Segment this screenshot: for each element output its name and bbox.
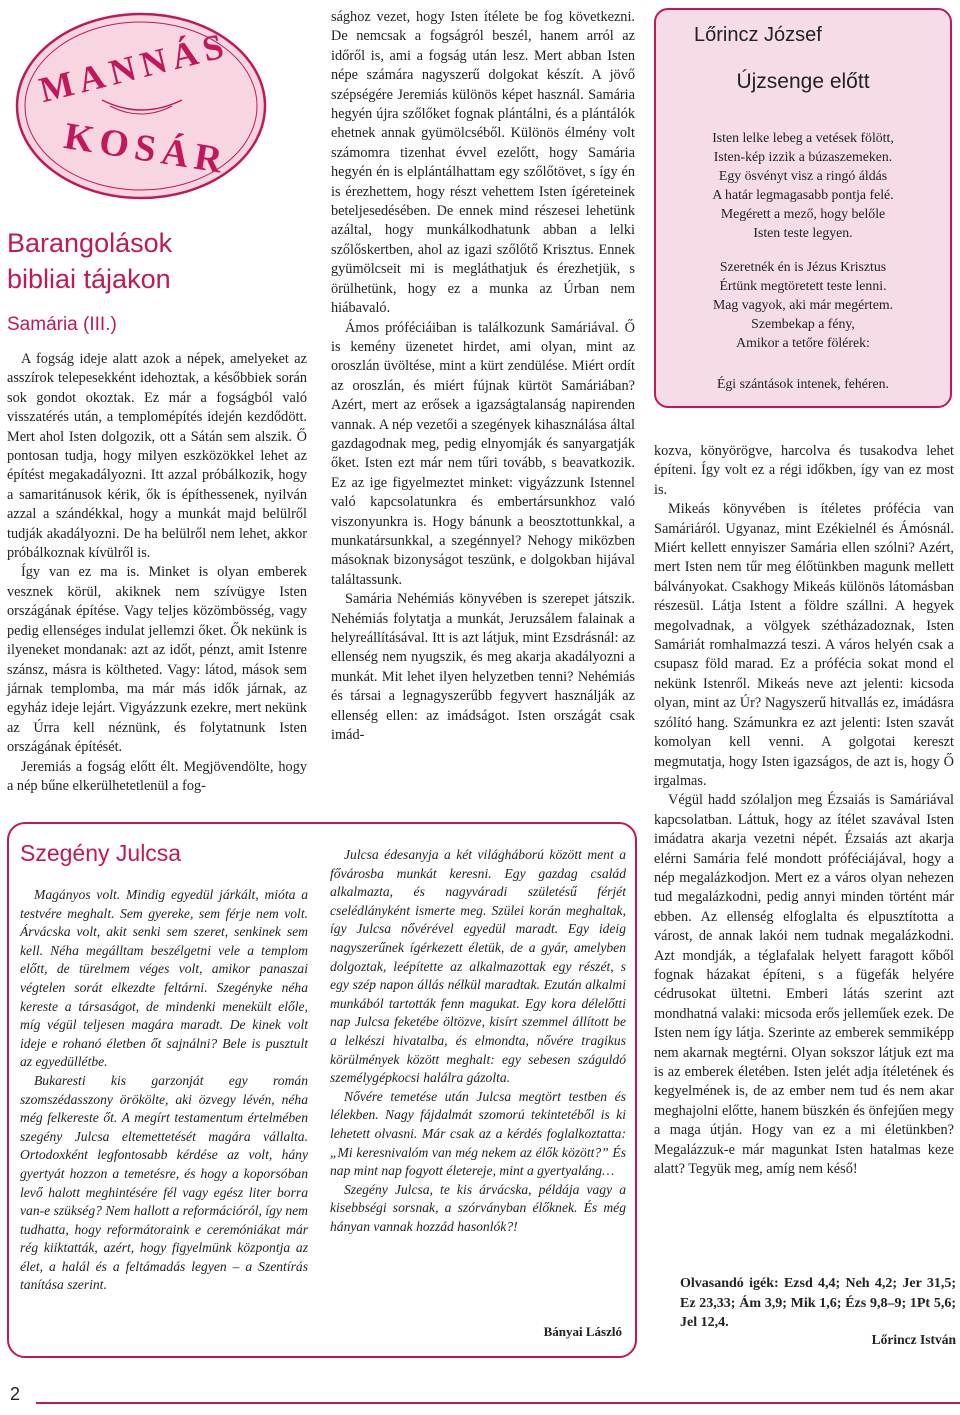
right-article	[654, 442, 954, 1179]
poem-line: Amikor a tetőre fölérek:	[736, 335, 870, 350]
section-title-line2: bibliai tájakon	[7, 264, 171, 294]
svg-text:MANNÁS: MANNÁS	[35, 24, 234, 111]
story-author: Bányai László	[543, 1324, 622, 1339]
poem-line: Isten teste legyen.	[753, 225, 853, 240]
story-right-paragraph-1: Julcsa édesanyja a két világháború között ment a fővárosba munkát keresni. Egy gazdag család alkalmazta, és nagyváradi születésű férjét cselédlányként ismerte meg. Szülei korán meghaltak, így Julcsa nővérével egyedül maradt. Egy ideig nagyszerűnek ígérkezett életük, de a gyár, amelyben dolgoztak, leépítette az alkalmazottak egy részét, s egy szép napon állás nélkül maradtak. Ezután alkalmi munkából tartották fenn magukat. Egy kora délelőtti nap Julcsa feketébe öltözve, kisírt szemmel állított be a lelkészi hivatalba, és elmondta, nővére tragikus körülmények között meghalt: egy sebesen száguldó személygépkocsi halálra gázolta.	[330, 847, 626, 1086]
right-paragraph-1: kozva, könyörögve, harcolva és tusakodva lehet építeni. Így volt ez a régi időkben, így van ez most is.	[654, 443, 954, 498]
page-footer-rule	[36, 1402, 960, 1404]
right-paragraph-2: Mikeás könyvében is ítéletes prófécia van Samáriáról. Ugyanaz, mint Ezékielnél és Ámósnál. Miért kellett ennyiszer Samária ellen szólni? Azért, mert Isten nem tűr meg élőtünkben magunk mellett bálványokat. Csakhogy Mikeás különös látomásban részesül. Látja Istent a földre szállni. A hegyek megolvadnak, a völgyek szétházadoznak, Isten Samáriát romhalmazzá teszi. A város helyén csak a csupasz föld marad. Ez a prófécia sokat mond el nekünk Istenről. Mikeás neve azt jelenti: kicsoda olyan, mint az Úr? Nagyszerű hitvallás ez, imádásra szólító hang. Számunkra ez azt jelenti: Isten szavát komolyan kell venni. A golgotai kereszt megmutatja, hogy Isten igazságos, de azt is, hogy Ő irgalmas.	[654, 501, 954, 789]
poem-title: Újzsenge előtt	[736, 70, 870, 93]
right-paragraph-3: Végül hadd szólaljon meg Ézsaiás is Samáriával kapcsolatban. Láttuk, hogy az ítélet szavával Isten imádatra akarja vezetni népét. Ézsaiás azt akarja elérni Samária felé mondott próféciájával, hogy a nép megalázkodjon. Mert ez a város olyan nehezen tud megalázkodni, pedig annyi minden történt már ebben. Az ellenség elfoglalta és elpusztította a várost, de annak lakói nem tudnak megalázkodni. Azt mondják, a téglafalak helyett faragott kőből fognak házakat építeni, s a fügefák helyére cédrusokat ültetni. Emberi látás szerint azt mondhatná valaki: micsoda erős jelleműek ezek. De Isten nem így látja. Szerinte az emberek semmiképp nem akarnak megtérni. Olyan sokszor látjuk ezt ma is az emberek életében. Isten jelét adja ítéletének és kegyelmének is, de az ember nem tud és nem akar meghajolni előtte, hanem büszkén és önfejűen megy a maga útján. Hogy van ez a mi életünkben? Megalázzuk-e már magunkat Isten hatalmas keze alatt? Tegyük meg, amíg nem késő!	[654, 792, 954, 1178]
story-left-paragraph-2: Bukaresti kis garzonját egy román szomszédasszony örökölte, aki özvegy lévén, néha még felkereste őt. A megírt testamentum értelmében szegény Julcsa eltemettetését magára vállalta. Ortodoxként legfontosabb kérdése az volt, hány gyertyát hozzon a temetésre, és hogy a koporsóban levő halott meghintésére fél vagy egész liter borra van-e szükség? Nem hallott a reformációról, így nem tudhatta, hogy reformátoraink e ceremóniákat már rég kiiktatták, azért, hogy figyelmünk központja az élet, a halál és a feltámadás legyen – a Szentírás tanítása szerint.	[20, 1072, 308, 1293]
left-paragraph-3: Jeremiás a fogság előtt élt. Megjövendölte, hogy a nép bűne elkerülhetetlenül a fog-	[7, 758, 307, 794]
section-title-line1: Barangolások	[7, 228, 173, 258]
poem-stanza-3	[656, 374, 950, 393]
left-paragraph-2: Így van ez ma is. Minket is olyan emberek vesznek körül, akiknek nem szívügye Isten országának építése. Vagy teljes közömbösség, vagy pedig ellenséges indulat jellemzi őket. Ők nekünk is ilyeneket mondanak: azt az időt, pénzt, amit Istenre szánsz, másra is költheted. Vagy: látod, mások sem járnak templomba, ma már más idők járnak, az egyház ideje lejárt. Vigyázzunk ezekre, mert nekünk az Úrra kell néznünk, és folytatnunk Isten országának építését.	[7, 564, 307, 756]
story-right-paragraph-2: Nővére temetése után Julcsa megtört testben és lélekben. Nagy fájdalmát szomorú tekintetéből is ki lehetett olvasni. Már csak az a kérdés foglalkoztatta: „Mi keresnivalóm van még nekem az élők között?” És nap mint nap fogyott életereje, mint a gyertyaláng…	[330, 1088, 626, 1179]
svg-text:KOSÁR: KOSÁR	[61, 115, 231, 183]
story-left	[20, 886, 308, 1295]
logo-emblem	[10, 8, 272, 204]
story-right-paragraph-3: Szegény Julcsa, te kis árvácska, példája vagy a kisebbségi sorsnak, a szórványban élőknek. És még hányan vannak hozzád hasonlók?!	[330, 1181, 626, 1234]
story-left-paragraph-1: Magányos volt. Mindig egyedül járkált, mióta a testvére meghalt. Sem gyereke, sem férje nem volt. Árvácska volt, akit senki sem szeret, senkinek sem kell. Néha megálltam beszélgetni vele a templom előtt, de türelmem véges volt, amikor panaszai végtelen sorát elkezdte feltárni. Szegényke néha kereste a társaságot, de mindenki menekült előle, míg végül teljesen magára maradt. De kinek volt ideje e rohanó életben őt sajnálni? Bele is pusztult az egyedüllétbe.	[20, 887, 308, 1070]
poem-line: Megérett a mező, hogy belőle	[720, 206, 886, 221]
story-right	[330, 846, 626, 1236]
readings: Olvasandó igék: Ezsd 4,4; Neh 4,2; Jer 31,5; Ez 23,33; Ám 3,9; Mik 1,6; Ézs 9,8–9; 1Pt 5,6; Jel 12,4.	[680, 1276, 956, 1330]
middle-paragraph-3: Samária Nehémiás könyvében is szerepet játszik. Nehémiás folytatja a munkát, Jeruzsálem falainak a helyreállításával. Itt is azt látjuk, mint Ezsdrásnál: az ellenség nem nyugszik, és meg akarja akadályozni a munkát. Mit lehet ilyen helyzetben tenni? Nehémiás és társai a legnagyszerűbb fegyvert használják az ellenség ellen: az imádságot. Isten országát csak imád-	[331, 591, 635, 744]
middle-paragraph-2: Ámos próféciáiban is találkozunk Samáriával. Ő is kemény üzenetet hirdet, ami olyan, mint az oroszlán üvöltése, mint a kürt zendülése. Miért ordít az oroszlán, és miért fújnak kürtöt Samáriában? Azért, mert az erősek a igazságtalanság napirenden vannak. A nép vezetői a szegények kihasználása által gazdagodnak meg, pedig elnyomják és sanyargatják őket. Isten ezt már nem tűri tovább, s beavatkozik. Ez az ige figyelmeztet minket: vigyázzunk Istennel való kapcsolatunkra és embertársunkhoz való viszonyunkra is. Hogy bánunk a beosztottunkkal, a munkatársunkkal, a szegénnyel? Nehogy miközben másoknak bizonyságot teszünk, e dolgokban hijával találtassunk.	[331, 319, 635, 588]
poem-author: Lőrincz József	[694, 24, 822, 46]
poem-line: Mag vagyok, aki már megértem.	[712, 297, 894, 312]
poem-box	[654, 8, 952, 408]
poem-line: Egy ösvényt visz a ringó áldás	[718, 168, 888, 183]
poem-line: Értünk megtöretett teste lenni.	[719, 278, 887, 293]
section-title	[7, 225, 307, 297]
poem-line: Isten-kép izzik a búzaszemeken.	[713, 149, 893, 164]
poem-line: Szembekap a fény,	[751, 316, 855, 331]
middle-article	[331, 8, 635, 745]
poem-line: Isten lelke lebeg a vetések fölött,	[712, 130, 894, 145]
right-signature: Lőrincz István	[871, 1332, 956, 1347]
poem-stanza-2	[656, 257, 950, 352]
poem-line: Szeretnék én is Jézus Krisztus	[719, 259, 887, 274]
poem-line: Égi szántások intenek, fehéren.	[716, 376, 889, 391]
poem-stanza-1	[656, 128, 950, 242]
left-article	[7, 350, 307, 796]
poem-line: A határ legmagasabb pontja felé.	[712, 187, 894, 202]
left-paragraph-1: A fogság ideje alatt azok a népek, amelyeket az asszírok telepesekként idehoztak, a későbbiek során sok gondot okoztak. Ez már a fogságból való visszatérés után, a templomépítés idején kezdődött. Mert ahol Isten dolgozik, ott a Sátán sem alszik. Ő pontosan tudja, hogy milyen eszközökkel lehet az építést megakadályozni. Itt azzal próbálkozik, hogy a samaritánusok kérik, ők is építhessenek, nyilván azzal a szándékkal, hogy a munkát majd belülről tudják akadályozni. De ha belülről nem lehet, akkor próbálkoznak kívülről is.	[7, 351, 307, 562]
story-title: Szegény Julcsa	[20, 840, 182, 866]
logo	[10, 8, 272, 204]
section-subtitle: Samária (III.)	[7, 314, 117, 335]
page-number: 2	[10, 1384, 21, 1404]
middle-paragraph-1: sághoz vezet, hogy Isten ítélete be fog következni. De nemcsak a fogságról beszél, hanem arról az időről is, ami a fogság után lesz. Mert abban Isten népe számára nagyszerű dolgokat készít. A jövő szépségére Jeremiás különös képet használ. Samária hegyén újra szőlőket fognak plántálni, és a plántálók ehetnek annak gyümölcséből. Különös élmény volt számomra tizenhat évvel ezelőtt, hogy Samária hegyén én is elplántálhattam egy szőlőtövet, s így én is érezhettem, hogy részt vehettem Isten ígéreteinek beteljesedésében. De ennek mind részesei lehetünk azáltal, hogy munkálkodhatunk abban a lelki szőlőskertben, ahol az igazi szőlőtő Krisztus. Ennek gyümölcseit mi is megláthatjuk és érezhetjük, s örülhetünk, hogy ez a munka az Úrban nem hiábavaló.	[331, 9, 635, 317]
